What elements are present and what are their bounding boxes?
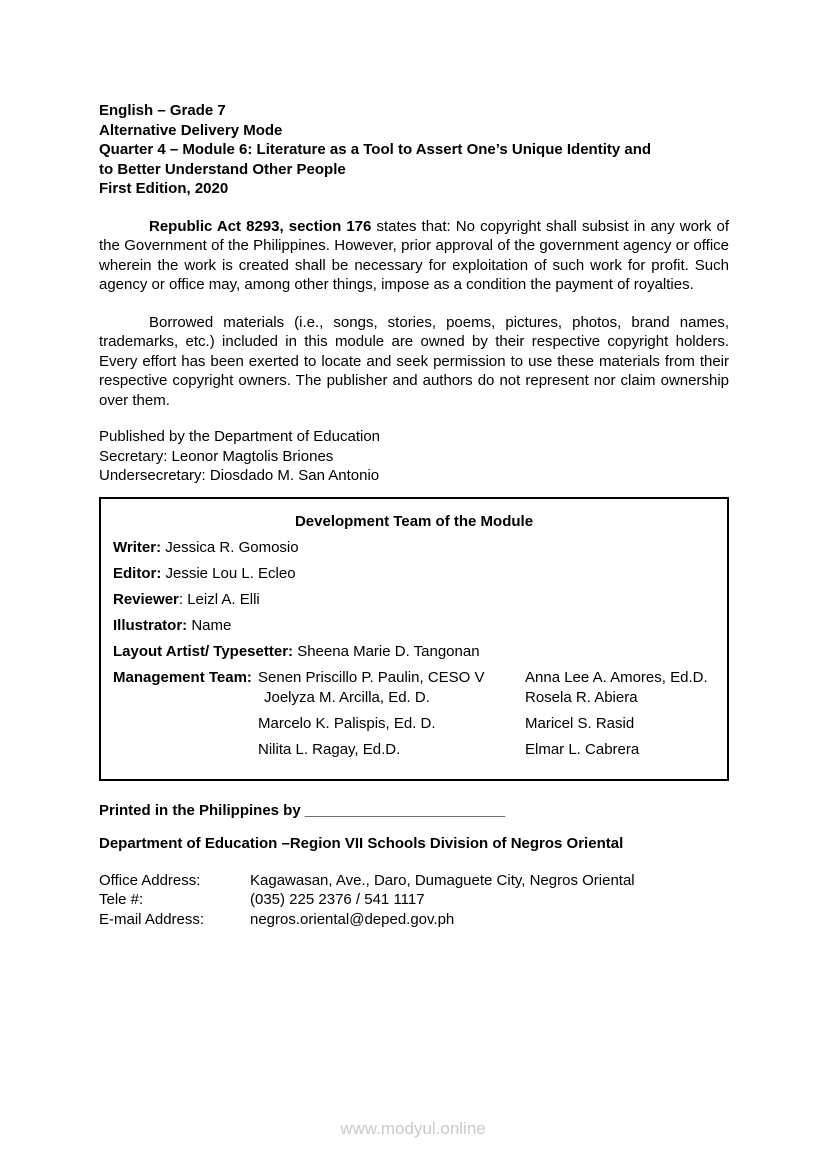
printed-by-blank: ________________________ [304,801,506,819]
email-value: negros.oriental@deped.gov.ph [250,910,455,928]
published-by-line: Published by the Department of Education [99,428,381,445]
role-reviewer [113,590,715,610]
header-line-module-title-2: to Better Understand Other People [99,160,346,178]
contact-row-email [99,910,729,930]
contact-info-block [99,871,729,930]
management-member: Senen Priscillo P. Paulin, CESO V [258,669,485,686]
management-member: Joelyza M. Arcilla, Ed. D. [264,689,430,706]
role-writer-value: Jessica R. Gomosio [165,539,299,556]
contact-row-telephone [99,890,729,910]
role-editor-value: Jessie Lou L. Ecleo [165,565,296,582]
role-layout-artist [113,642,715,662]
schools-division-line: Department of Education –Region VII Schools Division of Negros Oriental [99,835,624,852]
telephone-label: Tele #: [99,891,144,908]
secretary-line: Secretary: Leonor Magtolis Briones [99,447,334,465]
header-line-edition: First Edition, 2020 [99,180,229,197]
copyright-paragraph-1 [99,217,729,295]
management-team-label: Management Team: [113,669,252,686]
management-team-column-1 [258,668,525,760]
role-writer [113,538,715,558]
role-layout-artist-value: Sheena Marie D. Tangonan [297,643,480,660]
role-layout-artist-label: Layout Artist/ Typesetter: [113,643,298,660]
printed-in-philippines-line [99,801,729,821]
module-header [99,101,729,199]
printed-by-text: Printed in the Philippines by [99,801,305,819]
office-address-label: Office Address: [99,871,201,889]
management-team-column-2 [525,668,715,760]
header-line-module-title-1: Quarter 4 – Module 6: Literature as a Tool to Assert One’s Unique Identity and [99,141,652,158]
role-reviewer-label: Reviewer [113,591,179,608]
undersecretary-line: Undersecretary: Diosdado M. San Antonio [99,467,380,484]
publisher-block [99,427,729,486]
role-editor [113,564,715,584]
contact-row-office-address [99,871,729,891]
management-member: Nilita L. Ragay, Ed.D. [258,741,401,758]
development-team-title: Development Team of the Module [294,512,534,530]
role-writer-label: Writer: [113,539,166,556]
copyright-paragraph-2: Borrowed materials (i.e., songs, stories, poems, pictures, photos, brand names, trademarks, etc.) included in this module are owned by their respective copyright holders. Every effort has been exerted to locate and seek permission to use these materials from their respective copyright owners. The publisher and authors do not represent nor claim ownership over them. [99,313,729,409]
role-illustrator-label: Illustrator: [113,617,192,634]
role-illustrator [113,616,715,636]
role-editor-label: Editor: [113,565,166,582]
role-illustrator-value: Name [191,617,232,634]
role-reviewer-value: : Leizl A. Elli [178,591,260,608]
header-line-subject: English – Grade 7 [99,102,226,119]
website-watermark: www.modyul.online [340,1119,486,1138]
development-team-roles [113,538,715,662]
republic-act-reference: Republic Act 8293, section 176 [149,217,372,235]
management-member: Rosela R. Abiera [525,689,638,706]
copyright-paragraph-1-text: states that: No copyright shall subsist in any work of the Government of the Philippines. However, prior approval of the government agency or office wherein the work is created shall be necessary for exploitation of such work for profit. Such agency or office may, among other things, impose as a condition the payment of royalties. [99,217,729,293]
management-member: Maricel S. Rasid [525,715,635,732]
management-member: Elmar L. Cabrera [525,741,640,758]
email-label: E-mail Address: [99,910,205,928]
management-team-section [113,668,715,760]
page-content [99,101,729,929]
development-team-box [99,497,729,781]
header-line-mode: Alternative Delivery Mode [99,121,283,139]
office-address-value: Kagawasan, Ave., Daro, Dumaguete City, Negros Oriental [250,871,635,889]
telephone-value: (035) 225 2376 / 541 1117 [250,891,425,908]
management-member: Marcelo K. Palispis, Ed. D. [258,715,436,732]
management-member: Anna Lee A. Amores, Ed.D. [525,669,708,686]
